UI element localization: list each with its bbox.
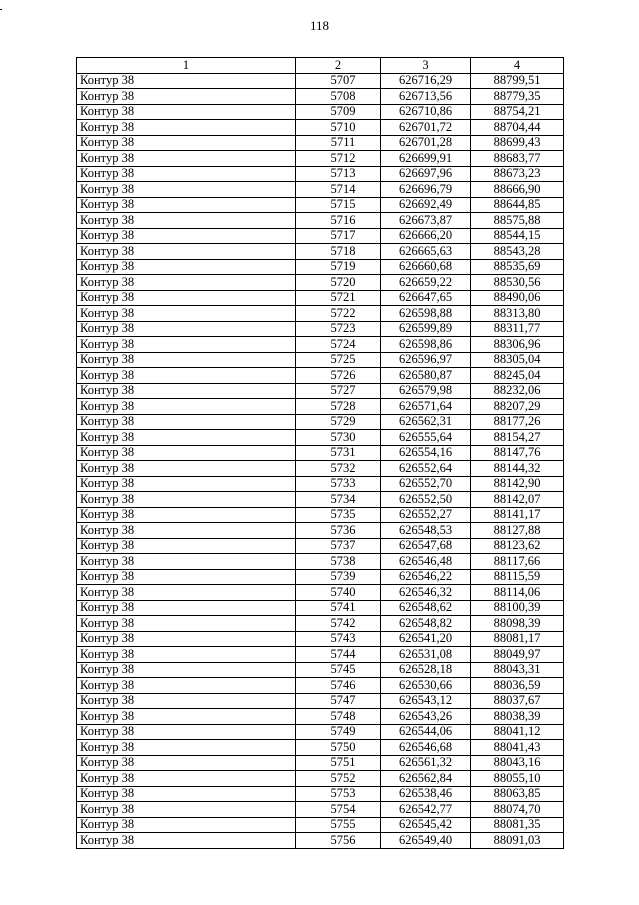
- point-number-cell: 5740: [296, 585, 381, 601]
- table-row: [77, 368, 564, 384]
- table-row: [77, 182, 564, 198]
- point-number-cell: 5738: [296, 554, 381, 570]
- table-row: [77, 197, 564, 213]
- point-number-cell: 5747: [296, 693, 381, 709]
- coordinate-y-cell: 88673,23: [471, 166, 564, 182]
- table-row: [77, 430, 564, 446]
- coordinate-y-cell: 88141,17: [471, 507, 564, 523]
- coordinate-y-cell: 88049,97: [471, 647, 564, 663]
- coordinates-table: [76, 57, 564, 849]
- coordinate-y-cell: 88041,12: [471, 724, 564, 740]
- coordinate-x-cell: 626538,46: [381, 786, 471, 802]
- table-row: [77, 120, 564, 136]
- point-number-cell: 5713: [296, 166, 381, 182]
- point-number-cell: 5739: [296, 569, 381, 585]
- contour-name-cell: Контур 38: [77, 678, 296, 694]
- coordinate-y-cell: 88245,04: [471, 368, 564, 384]
- point-number-cell: 5715: [296, 197, 381, 213]
- table-row: [77, 631, 564, 647]
- coordinate-x-cell: 626580,87: [381, 368, 471, 384]
- table-row: [77, 492, 564, 508]
- coordinate-x-cell: 626562,31: [381, 414, 471, 430]
- coordinate-y-cell: 88091,03: [471, 833, 564, 849]
- contour-name-cell: Контур 38: [77, 368, 296, 384]
- point-number-cell: 5723: [296, 321, 381, 337]
- coordinate-x-cell: 626561,32: [381, 755, 471, 771]
- point-number-cell: 5729: [296, 414, 381, 430]
- table-row: [77, 259, 564, 275]
- table-row: [77, 554, 564, 570]
- table-row: [77, 213, 564, 229]
- coordinate-x-cell: 626665,63: [381, 244, 471, 260]
- point-number-cell: 5724: [296, 337, 381, 353]
- table-row: [77, 755, 564, 771]
- point-number-cell: 5733: [296, 476, 381, 492]
- coordinate-y-cell: 88799,51: [471, 73, 564, 89]
- contour-name-cell: Контур 38: [77, 352, 296, 368]
- coordinate-y-cell: 88306,96: [471, 337, 564, 353]
- coordinate-x-cell: 626552,70: [381, 476, 471, 492]
- point-number-cell: 5737: [296, 538, 381, 554]
- table-row: [77, 275, 564, 291]
- coordinate-y-cell: 88074,70: [471, 802, 564, 818]
- table-row: [77, 771, 564, 787]
- point-number-cell: 5710: [296, 120, 381, 136]
- coordinate-y-cell: 88154,27: [471, 430, 564, 446]
- coordinate-x-cell: 626701,28: [381, 135, 471, 151]
- table-row: [77, 104, 564, 120]
- point-number-cell: 5755: [296, 817, 381, 833]
- coordinate-x-cell: 626548,62: [381, 600, 471, 616]
- table-row: [77, 321, 564, 337]
- table-row: [77, 616, 564, 632]
- coordinate-x-cell: 626552,64: [381, 461, 471, 477]
- coordinate-x-cell: 626542,77: [381, 802, 471, 818]
- table-row: [77, 709, 564, 725]
- table-row: [77, 445, 564, 461]
- contour-name-cell: Контур 38: [77, 662, 296, 678]
- point-number-cell: 5746: [296, 678, 381, 694]
- contour-name-cell: Контур 38: [77, 275, 296, 291]
- table-row: [77, 228, 564, 244]
- coordinate-y-cell: 88081,17: [471, 631, 564, 647]
- point-number-cell: 5750: [296, 740, 381, 756]
- coordinate-y-cell: 88114,06: [471, 585, 564, 601]
- contour-name-cell: Контур 38: [77, 290, 296, 306]
- coordinate-y-cell: 88100,39: [471, 600, 564, 616]
- table-row: [77, 476, 564, 492]
- coordinate-x-cell: 626697,96: [381, 166, 471, 182]
- point-number-cell: 5741: [296, 600, 381, 616]
- point-number-cell: 5720: [296, 275, 381, 291]
- coordinate-x-cell: 626699,91: [381, 151, 471, 167]
- point-number-cell: 5707: [296, 73, 381, 89]
- table-row: [77, 802, 564, 818]
- point-number-cell: 5734: [296, 492, 381, 508]
- coordinate-y-cell: 88142,90: [471, 476, 564, 492]
- coordinate-y-cell: 88544,15: [471, 228, 564, 244]
- point-number-cell: 5718: [296, 244, 381, 260]
- coordinate-x-cell: 626546,32: [381, 585, 471, 601]
- contour-name-cell: Контур 38: [77, 213, 296, 229]
- coordinate-y-cell: 88543,28: [471, 244, 564, 260]
- table-row: [77, 647, 564, 663]
- coordinate-y-cell: 88575,88: [471, 213, 564, 229]
- table-row: [77, 337, 564, 353]
- coordinate-y-cell: 88232,06: [471, 383, 564, 399]
- contour-name-cell: Контур 38: [77, 120, 296, 136]
- point-number-cell: 5716: [296, 213, 381, 229]
- contour-name-cell: Контур 38: [77, 89, 296, 105]
- coordinate-x-cell: 626544,06: [381, 724, 471, 740]
- point-number-cell: 5722: [296, 306, 381, 322]
- coordinate-x-cell: 626546,68: [381, 740, 471, 756]
- coordinate-x-cell: 626554,16: [381, 445, 471, 461]
- coordinate-y-cell: 88207,29: [471, 399, 564, 415]
- table-row: [77, 352, 564, 368]
- coordinate-y-cell: 88036,59: [471, 678, 564, 694]
- table-row: [77, 290, 564, 306]
- table-row: [77, 817, 564, 833]
- coordinate-y-cell: 88055,10: [471, 771, 564, 787]
- coordinate-x-cell: 626598,88: [381, 306, 471, 322]
- coordinate-x-cell: 626666,20: [381, 228, 471, 244]
- contour-name-cell: Контур 38: [77, 337, 296, 353]
- point-number-cell: 5735: [296, 507, 381, 523]
- point-number-cell: 5744: [296, 647, 381, 663]
- table-row: [77, 569, 564, 585]
- coordinate-x-cell: 626692,49: [381, 197, 471, 213]
- point-number-cell: 5711: [296, 135, 381, 151]
- contour-name-cell: Контур 38: [77, 104, 296, 120]
- point-number-cell: 5721: [296, 290, 381, 306]
- coordinate-x-cell: 626545,42: [381, 817, 471, 833]
- point-number-cell: 5749: [296, 724, 381, 740]
- coordinate-y-cell: 88147,76: [471, 445, 564, 461]
- contour-name-cell: Контур 38: [77, 724, 296, 740]
- coordinate-y-cell: 88177,26: [471, 414, 564, 430]
- contour-name-cell: Контур 38: [77, 492, 296, 508]
- point-number-cell: 5712: [296, 151, 381, 167]
- coordinate-x-cell: 626546,22: [381, 569, 471, 585]
- contour-name-cell: Контур 38: [77, 600, 296, 616]
- coordinate-x-cell: 626552,27: [381, 507, 471, 523]
- contour-name-cell: Контур 38: [77, 321, 296, 337]
- point-number-cell: 5745: [296, 662, 381, 678]
- table-row: [77, 662, 564, 678]
- contour-name-cell: Контур 38: [77, 182, 296, 198]
- coordinate-x-cell: 626716,29: [381, 73, 471, 89]
- coordinate-x-cell: 626562,84: [381, 771, 471, 787]
- coordinate-x-cell: 626546,48: [381, 554, 471, 570]
- table-row: [77, 585, 564, 601]
- contour-name-cell: Контур 38: [77, 507, 296, 523]
- point-number-cell: 5743: [296, 631, 381, 647]
- contour-name-cell: Контур 38: [77, 755, 296, 771]
- point-number-cell: 5751: [296, 755, 381, 771]
- table-row: [77, 523, 564, 539]
- coordinate-x-cell: 626660,68: [381, 259, 471, 275]
- coordinate-x-cell: 626710,86: [381, 104, 471, 120]
- contour-name-cell: Контур 38: [77, 73, 296, 89]
- coordinate-y-cell: 88127,88: [471, 523, 564, 539]
- contour-name-cell: Контур 38: [77, 476, 296, 492]
- coordinate-y-cell: 88490,06: [471, 290, 564, 306]
- table-row: [77, 693, 564, 709]
- table-row: [77, 538, 564, 554]
- coordinate-y-cell: 88683,77: [471, 151, 564, 167]
- contour-name-cell: Контур 38: [77, 647, 296, 663]
- contour-name-cell: Контур 38: [77, 616, 296, 632]
- contour-name-cell: Контур 38: [77, 631, 296, 647]
- point-number-cell: 5709: [296, 104, 381, 120]
- coordinate-x-cell: 626547,68: [381, 538, 471, 554]
- coordinate-y-cell: 88666,90: [471, 182, 564, 198]
- contour-name-cell: Контур 38: [77, 399, 296, 415]
- point-number-cell: 5732: [296, 461, 381, 477]
- coordinate-y-cell: 88063,85: [471, 786, 564, 802]
- contour-name-cell: Контур 38: [77, 709, 296, 725]
- coordinate-x-cell: 626598,86: [381, 337, 471, 353]
- point-number-cell: 5748: [296, 709, 381, 725]
- coordinate-y-cell: 88043,16: [471, 755, 564, 771]
- contour-name-cell: Контур 38: [77, 833, 296, 849]
- table-row: [77, 306, 564, 322]
- table-row: [77, 151, 564, 167]
- coordinate-x-cell: 626659,22: [381, 275, 471, 291]
- coordinate-x-cell: 626701,72: [381, 120, 471, 136]
- coordinate-y-cell: 88754,21: [471, 104, 564, 120]
- coordinate-y-cell: 88115,59: [471, 569, 564, 585]
- contour-name-cell: Контур 38: [77, 306, 296, 322]
- point-number-cell: 5719: [296, 259, 381, 275]
- coordinate-x-cell: 626571,64: [381, 399, 471, 415]
- column-header-1: 1: [77, 58, 296, 74]
- coordinate-y-cell: 88098,39: [471, 616, 564, 632]
- coordinate-x-cell: 626531,08: [381, 647, 471, 663]
- contour-name-cell: Контур 38: [77, 430, 296, 446]
- table-row: [77, 166, 564, 182]
- coordinate-y-cell: 88123,62: [471, 538, 564, 554]
- coordinate-y-cell: 88779,35: [471, 89, 564, 105]
- contour-name-cell: Контур 38: [77, 383, 296, 399]
- coordinate-x-cell: 626528,18: [381, 662, 471, 678]
- contour-name-cell: Контур 38: [77, 135, 296, 151]
- coordinate-x-cell: 626599,89: [381, 321, 471, 337]
- contour-name-cell: Контур 38: [77, 786, 296, 802]
- table-row: [77, 73, 564, 89]
- point-number-cell: 5736: [296, 523, 381, 539]
- coordinate-x-cell: 626543,26: [381, 709, 471, 725]
- coordinate-y-cell: 88043,31: [471, 662, 564, 678]
- point-number-cell: 5725: [296, 352, 381, 368]
- table-row: [77, 244, 564, 260]
- coordinate-x-cell: 626696,79: [381, 182, 471, 198]
- coordinate-y-cell: 88038,39: [471, 709, 564, 725]
- coordinate-x-cell: 626548,53: [381, 523, 471, 539]
- coordinate-y-cell: 88530,56: [471, 275, 564, 291]
- contour-name-cell: Контур 38: [77, 414, 296, 430]
- coordinate-y-cell: 88313,80: [471, 306, 564, 322]
- point-number-cell: 5753: [296, 786, 381, 802]
- coordinate-y-cell: 88699,43: [471, 135, 564, 151]
- contour-name-cell: Контур 38: [77, 228, 296, 244]
- point-number-cell: 5728: [296, 399, 381, 415]
- coordinate-x-cell: 626647,65: [381, 290, 471, 306]
- table-body: [77, 73, 564, 848]
- coordinate-x-cell: 626530,66: [381, 678, 471, 694]
- coordinate-x-cell: 626549,40: [381, 833, 471, 849]
- point-number-cell: 5714: [296, 182, 381, 198]
- table-row: [77, 786, 564, 802]
- point-number-cell: 5752: [296, 771, 381, 787]
- contour-name-cell: Контур 38: [77, 523, 296, 539]
- table-row: [77, 461, 564, 477]
- contour-name-cell: Контур 38: [77, 445, 296, 461]
- table-row: [77, 89, 564, 105]
- point-number-cell: 5730: [296, 430, 381, 446]
- coordinate-x-cell: 626543,12: [381, 693, 471, 709]
- scan-mark: [0, 9, 2, 10]
- point-number-cell: 5726: [296, 368, 381, 384]
- point-number-cell: 5731: [296, 445, 381, 461]
- contour-name-cell: Контур 38: [77, 244, 296, 260]
- contour-name-cell: Контур 38: [77, 569, 296, 585]
- table-row: [77, 507, 564, 523]
- contour-name-cell: Контур 38: [77, 585, 296, 601]
- coordinate-y-cell: 88644,85: [471, 197, 564, 213]
- column-header-2: 2: [296, 58, 381, 74]
- coordinate-y-cell: 88311,77: [471, 321, 564, 337]
- point-number-cell: 5754: [296, 802, 381, 818]
- coordinate-x-cell: 626541,20: [381, 631, 471, 647]
- coordinate-y-cell: 88704,44: [471, 120, 564, 136]
- coordinate-y-cell: 88117,66: [471, 554, 564, 570]
- coordinate-x-cell: 626673,87: [381, 213, 471, 229]
- coordinate-x-cell: 626713,56: [381, 89, 471, 105]
- column-header-4: 4: [471, 58, 564, 74]
- contour-name-cell: Контур 38: [77, 461, 296, 477]
- table-row: [77, 740, 564, 756]
- point-number-cell: 5742: [296, 616, 381, 632]
- contour-name-cell: Контур 38: [77, 817, 296, 833]
- contour-name-cell: Контур 38: [77, 259, 296, 275]
- coordinate-x-cell: 626552,50: [381, 492, 471, 508]
- coordinate-y-cell: 88037,67: [471, 693, 564, 709]
- contour-name-cell: Контур 38: [77, 538, 296, 554]
- table-row: [77, 724, 564, 740]
- table-row: [77, 833, 564, 849]
- coordinate-x-cell: 626555,64: [381, 430, 471, 446]
- coordinate-y-cell: 88305,04: [471, 352, 564, 368]
- coordinate-y-cell: 88142,07: [471, 492, 564, 508]
- coordinate-x-cell: 626548,82: [381, 616, 471, 632]
- table-row: [77, 414, 564, 430]
- contour-name-cell: Контур 38: [77, 151, 296, 167]
- point-number-cell: 5717: [296, 228, 381, 244]
- point-number-cell: 5708: [296, 89, 381, 105]
- page-number: 118: [309, 18, 330, 33]
- contour-name-cell: Контур 38: [77, 802, 296, 818]
- coordinate-x-cell: 626596,97: [381, 352, 471, 368]
- coordinate-y-cell: 88144,32: [471, 461, 564, 477]
- contour-name-cell: Контур 38: [77, 554, 296, 570]
- column-header-3: 3: [381, 58, 471, 74]
- coordinate-y-cell: 88041,43: [471, 740, 564, 756]
- table-row: [77, 399, 564, 415]
- coordinate-x-cell: 626579,98: [381, 383, 471, 399]
- table-row: [77, 600, 564, 616]
- point-number-cell: 5727: [296, 383, 381, 399]
- coordinate-y-cell: 88081,35: [471, 817, 564, 833]
- point-number-cell: 5756: [296, 833, 381, 849]
- contour-name-cell: Контур 38: [77, 740, 296, 756]
- table-header-row: [77, 58, 564, 74]
- table-row: [77, 135, 564, 151]
- contour-name-cell: Контур 38: [77, 693, 296, 709]
- table-row: [77, 383, 564, 399]
- contour-name-cell: Контур 38: [77, 166, 296, 182]
- contour-name-cell: Контур 38: [77, 771, 296, 787]
- coordinate-y-cell: 88535,69: [471, 259, 564, 275]
- table-row: [77, 678, 564, 694]
- contour-name-cell: Контур 38: [77, 197, 296, 213]
